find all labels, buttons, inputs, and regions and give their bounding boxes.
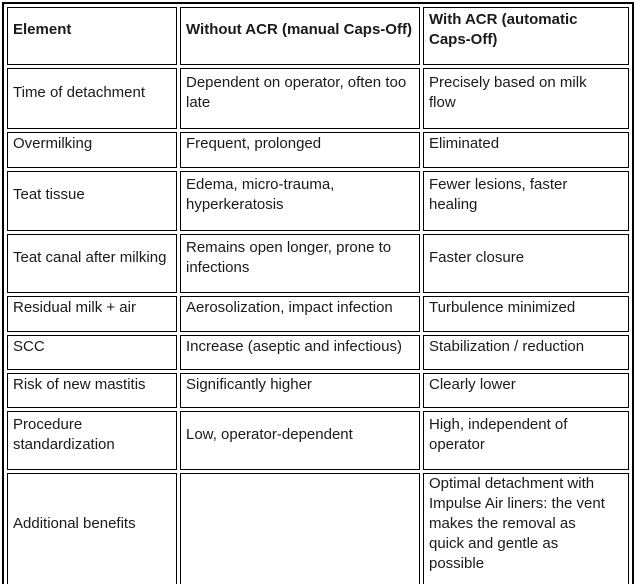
row-label-cell: Risk of new mastitis — [7, 373, 177, 408]
table-row-teat-tissue — [7, 171, 629, 231]
row-label-cell: Additional benefits — [7, 473, 177, 584]
without-acr-cell: Increase (aseptic and infectious) — [180, 335, 420, 370]
comparison-table — [2, 2, 634, 584]
without-acr-cell: Edema, micro-trauma, hyperkeratosis — [180, 171, 420, 231]
table-row-teat-canal — [7, 234, 629, 293]
table-row-scc — [7, 335, 629, 370]
with-acr-cell: High, independent of operator — [423, 411, 629, 470]
header-cell-element: Element — [7, 7, 177, 65]
table-row-procedure-standardization — [7, 411, 629, 470]
with-acr-cell: Optimal detachment with Impulse Air liners: the vent makes the removal as quick and gentle as possible — [423, 473, 629, 584]
row-label-cell: Time of detachment — [7, 68, 177, 129]
row-label-cell: Teat tissue — [7, 171, 177, 231]
with-acr-cell: Stabilization / reduction — [423, 335, 629, 370]
row-label-cell: Residual milk + air — [7, 296, 177, 332]
header-cell-without-acr: Without ACR (manual Caps-Off) — [180, 7, 420, 65]
without-acr-cell: Remains open longer, prone to infections — [180, 234, 420, 293]
table-header-row — [7, 7, 629, 65]
without-acr-cell: Significantly higher — [180, 373, 420, 408]
header-cell-with-acr: With ACR (automatic Caps-Off) — [423, 7, 629, 65]
row-label-cell: Overmilking — [7, 132, 177, 168]
table-row-mastitis-risk — [7, 373, 629, 408]
row-label-cell: Teat canal after milking — [7, 234, 177, 293]
without-acr-cell: Dependent on operator, often too late — [180, 68, 420, 129]
table-row-residual-milk-air — [7, 296, 629, 332]
without-acr-cell: Frequent, prolonged — [180, 132, 420, 168]
with-acr-cell: Clearly lower — [423, 373, 629, 408]
with-acr-cell: Eliminated — [423, 132, 629, 168]
row-label-cell: SCC — [7, 335, 177, 370]
table-row-additional-benefits — [7, 473, 629, 584]
without-acr-cell-empty — [180, 473, 420, 584]
table-row-overmilking — [7, 132, 629, 168]
row-label-cell: Procedure standardization — [7, 411, 177, 470]
with-acr-cell: Faster closure — [423, 234, 629, 293]
without-acr-cell: Aerosolization, impact infection — [180, 296, 420, 332]
with-acr-cell: Precisely based on milk flow — [423, 68, 629, 129]
with-acr-cell: Fewer lesions, faster healing — [423, 171, 629, 231]
with-acr-cell: Turbulence minimized — [423, 296, 629, 332]
without-acr-cell: Low, operator-dependent — [180, 411, 420, 470]
table-row-time-of-detachment — [7, 68, 629, 129]
